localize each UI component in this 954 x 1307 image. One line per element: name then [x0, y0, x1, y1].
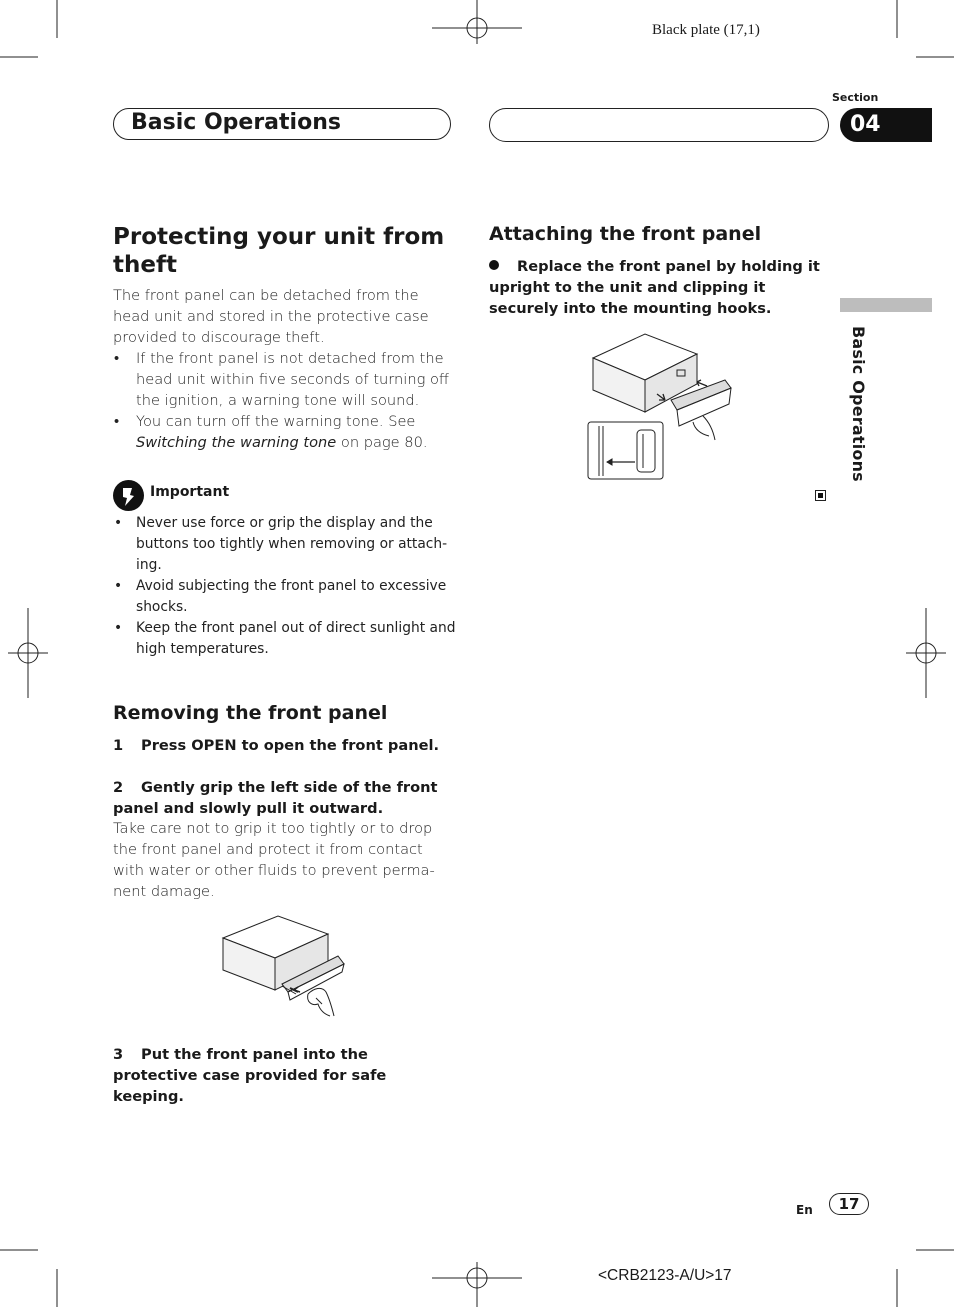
cross-reference: Switching the warning tone	[136, 434, 337, 451]
bullet-text-tail: on page 80.	[336, 434, 428, 451]
side-tab-bar	[840, 298, 932, 312]
section-number: 04	[840, 108, 932, 142]
end-marker-icon	[815, 490, 826, 501]
step-text: Gently grip the left side of the front panel and slowly pull it outward.	[113, 779, 438, 817]
step-2	[113, 777, 453, 819]
step-3	[113, 1044, 453, 1107]
important-icon	[113, 480, 144, 511]
step-text: Put the front panel into the protective case provided for safe keeping.	[113, 1046, 387, 1105]
bullet-item: • If the front panel is not detached from the head unit within five seconds of turning off the ignition, a warning tone will sound.	[113, 348, 458, 411]
page-heading: Protecting your unit from theft	[113, 224, 445, 278]
remove-panel-illustration	[220, 912, 350, 1022]
step-number: 2	[113, 779, 124, 796]
section-title-pill	[113, 108, 451, 140]
attach-instruction: Replace the front panel by holding it upright to the unit and clipping it securely into the mounting hooks.	[489, 258, 820, 317]
important-list	[113, 513, 458, 660]
step-number: 1	[113, 737, 124, 754]
step-text: Press OPEN to open the front panel.	[141, 737, 440, 754]
theft-bullets	[113, 348, 458, 453]
plate-label: Black plate (17,1)	[652, 22, 760, 38]
important-item: • Keep the front panel out of direct sunlight and high temperatures.	[113, 618, 458, 660]
document-code: <CRB2123-A/U>17	[598, 1267, 732, 1284]
header-pill-right	[489, 108, 829, 142]
bullet-item	[113, 411, 458, 453]
important-label: Important	[150, 484, 230, 500]
step-number: 3	[113, 1046, 124, 1063]
language-label: En	[796, 1203, 813, 1217]
removing-heading: Removing the front panel	[113, 702, 388, 724]
section-label: Section	[832, 91, 879, 104]
bullet-text: You can turn off the warning tone. See	[136, 413, 416, 430]
attach-panel-illustration	[585, 330, 735, 482]
side-tab-label: Basic Operations	[849, 326, 868, 482]
step-2-note: Take care not to grip it too tightly or to drop the front panel and protect it from contact with water or other fluids to prevent perma-nent damage.	[113, 820, 435, 900]
important-item: • Never use force or grip the display and the buttons too tightly when removing or attach-ing.	[113, 513, 458, 576]
attaching-heading: Attaching the front panel	[489, 223, 762, 245]
section-title: Basic Operations	[131, 110, 341, 135]
important-item: • Avoid subjecting the front panel to excessive shocks.	[113, 576, 458, 618]
page-number: 17	[829, 1193, 869, 1215]
step-1	[113, 735, 453, 756]
intro-text: The front panel can be detached from the head unit and stored in the protective case provided to discourage theft.	[113, 287, 429, 346]
